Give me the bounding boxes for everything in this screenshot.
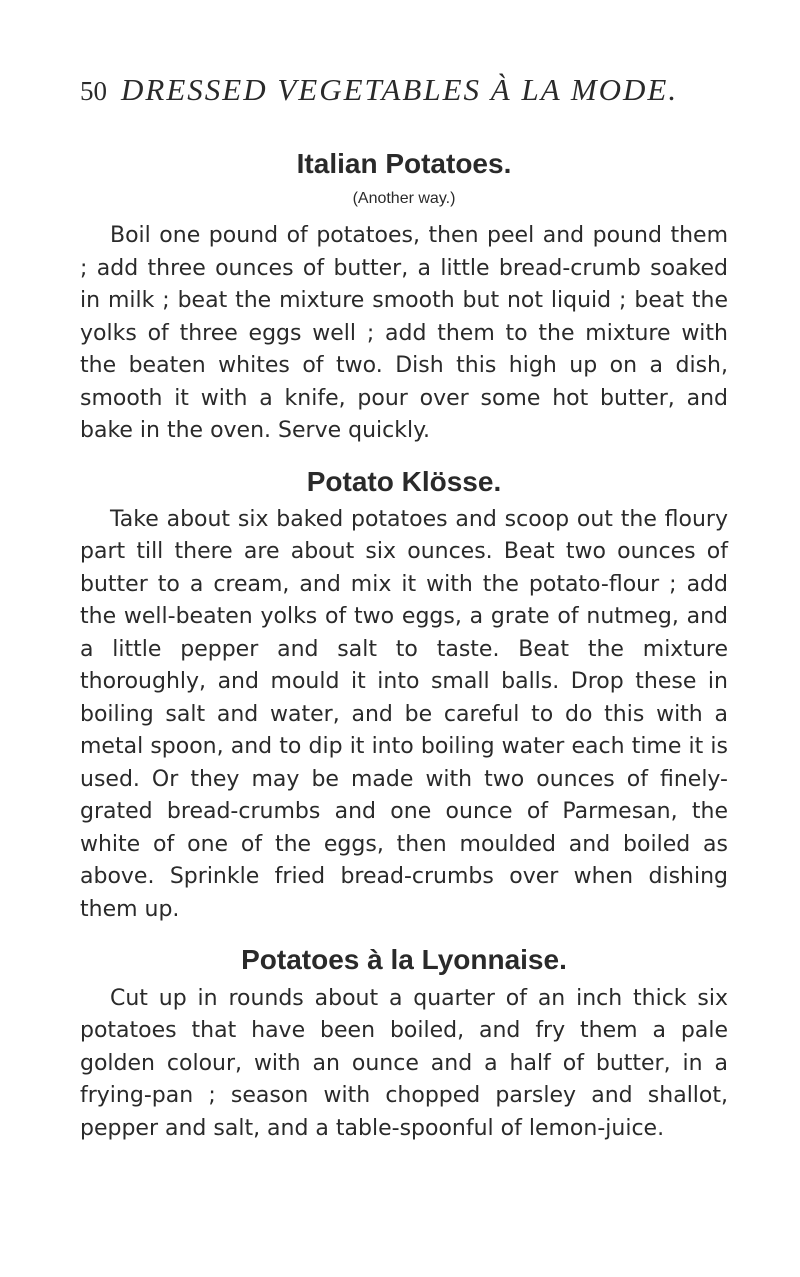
recipe-potatoes-lyonnaise <box>80 944 728 1145</box>
recipe-italian-potatoes <box>80 148 728 448</box>
page-number: 50 <box>80 76 107 106</box>
recipe-body: Boil one pound of potatoes, then peel and pound them ; add three ounces of butter, a little bread-crumb soaked in milk ; beat the mixture smooth but not liquid ; beat the yolks of three eggs well ; add them to the mixture with the beaten whites of two. Dish this high up on a dish, smooth it with a knife, pour over some hot butter, and bake in the oven. Serve quickly. <box>80 223 728 444</box>
recipe-potato-klosse <box>80 466 728 927</box>
running-head <box>80 72 728 108</box>
book-page <box>80 72 728 1163</box>
recipe-subtitle: (Another way.) <box>352 190 456 208</box>
recipe-title: Potatoes à la Lyonnaise. <box>241 944 567 976</box>
running-head-title: DRESSED VEGETABLES À LA MODE. <box>121 72 679 107</box>
recipe-title: Italian Potatoes. <box>296 148 512 179</box>
recipe-body: Cut up in rounds about a quarter of an inch thick six potatoes that have been boiled, and fry them a pale golden colour, with an ounce and a half of butter, in a frying-pan ; season with chopped parsley and shallot, pepper and salt, and a table-spoonful of lemon-juice. <box>80 985 728 1141</box>
recipe-title: Potato Klösse. <box>306 465 502 497</box>
recipe-body: Take about six baked potatoes and scoop out the floury part till there are about six ounces. Beat two ounces of butter to a cream, and mix it with the potato-flour ; add the well-beaten yolks of two eggs, a grate of nutmeg, and a little pepper and salt to taste. Beat the mixture thoroughly, and mould it into small balls. Drop these in boiling salt and water, and be careful to do this with a metal spoon, and to dip it into boiling water each time it is used. Or they may be made with two ounces of finely-grated bread-crumbs and one ounce of Parmesan, the white of one of the eggs, then moulded and boiled as above. Sprinkle fried bread-crumbs over when dishing them up. <box>80 506 728 922</box>
